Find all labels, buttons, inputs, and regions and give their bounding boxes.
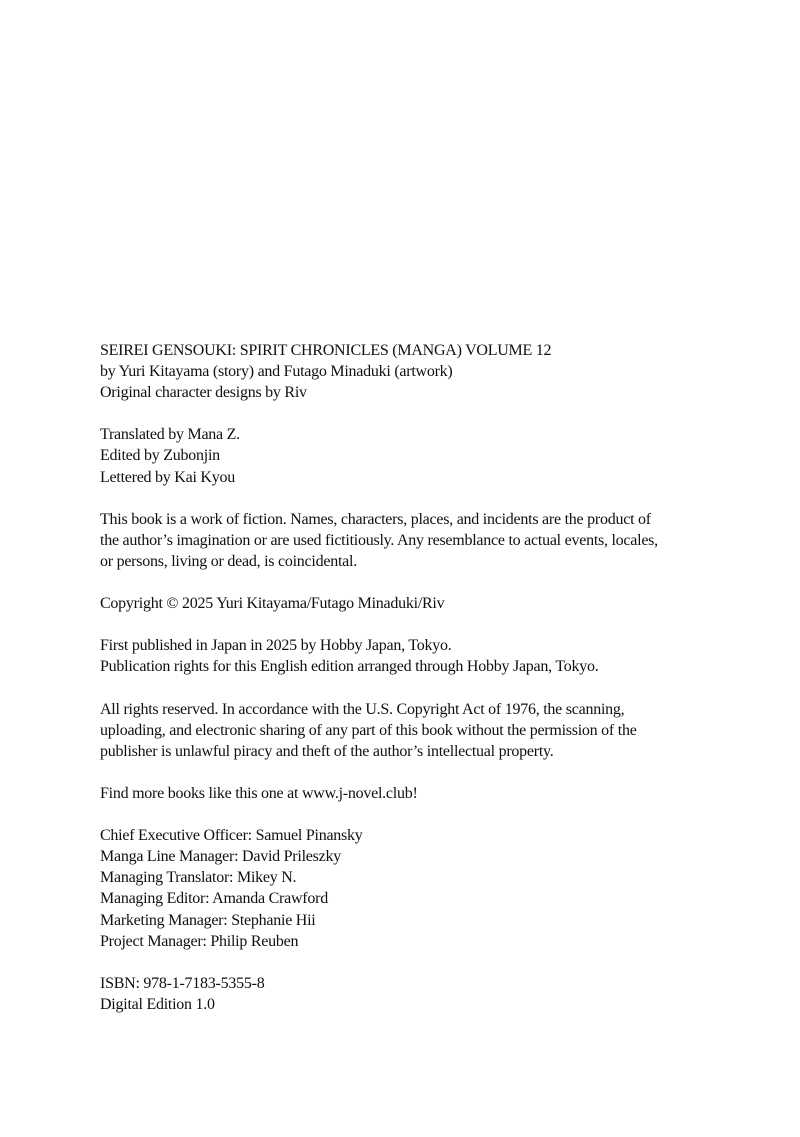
staff-credits-paragraph [100, 825, 780, 952]
rights-reserved-line-3: publisher is unlawful piracy and theft of the author’s intellectual property. [100, 742, 554, 760]
copyright-paragraph [100, 593, 780, 614]
localization-credits-paragraph [100, 424, 780, 487]
letterer-credit: Lettered by Kai Kyou [100, 468, 235, 486]
promo-paragraph [100, 783, 780, 804]
managing-translator-credit: Managing Translator: Mikey N. [100, 869, 297, 887]
publication-rights-line: Publication rights for this English edition arranged through Hobby Japan, Tokyo. [100, 658, 599, 676]
fiction-disclaimer-paragraph [100, 509, 780, 572]
ceo-credit: Chief Executive Officer: Samuel Pinansky [100, 827, 363, 845]
author-credit: by Yuri Kitayama (story) and Futago Minaduki (artwork) [100, 363, 453, 381]
editor-credit: Edited by Zubonjin [100, 447, 220, 465]
rights-reserved-line-1: All rights reserved. In accordance with the U.S. Copyright Act of 1976, the scanning, [100, 700, 625, 718]
colophon-text-block [100, 340, 780, 1015]
book-title: SEIREI GENSOUKI: SPIRIT CHRONICLES (MANGA) VOLUME 12 [100, 342, 552, 359]
copyright-notice: Copyright © 2025 Yuri Kitayama/Futago Minaduki/Riv [100, 595, 445, 613]
edition-paragraph [100, 973, 780, 1015]
rights-reserved-line-2: uploading, and electronic sharing of any part of this book without the permission of the [100, 721, 637, 739]
isbn-line: ISBN: 978-1-7183-5355-8 [100, 974, 265, 992]
publication-paragraph [100, 635, 780, 677]
translator-credit: Translated by Mana Z. [100, 426, 240, 444]
managing-editor-credit: Managing Editor: Amanda Crawford [100, 890, 328, 908]
digital-edition-line: Digital Edition 1.0 [100, 995, 215, 1013]
fiction-disclaimer-line-1: This book is a work of fiction. Names, characters, places, and incidents are the product of [100, 510, 651, 528]
manga-line-manager-credit: Manga Line Manager: David Prileszky [100, 848, 341, 866]
project-manager-credit: Project Manager: Philip Reuben [100, 932, 299, 950]
fiction-disclaimer-line-2: the author’s imagination or are used fictitiously. Any resemblance to actual events, locales, [100, 531, 658, 549]
rights-reserved-paragraph [100, 699, 780, 762]
character-designer-credit: Original character designs by Riv [100, 384, 307, 402]
marketing-manager-credit: Marketing Manager: Stephanie Hii [100, 911, 316, 929]
promo-line: Find more books like this one at www.j-novel.club! [100, 784, 418, 802]
first-published-line: First published in Japan in 2025 by Hobby Japan, Tokyo. [100, 637, 452, 655]
title-credits-paragraph [100, 340, 780, 403]
fiction-disclaimer-line-3: or persons, living or dead, is coincidental. [100, 552, 357, 570]
